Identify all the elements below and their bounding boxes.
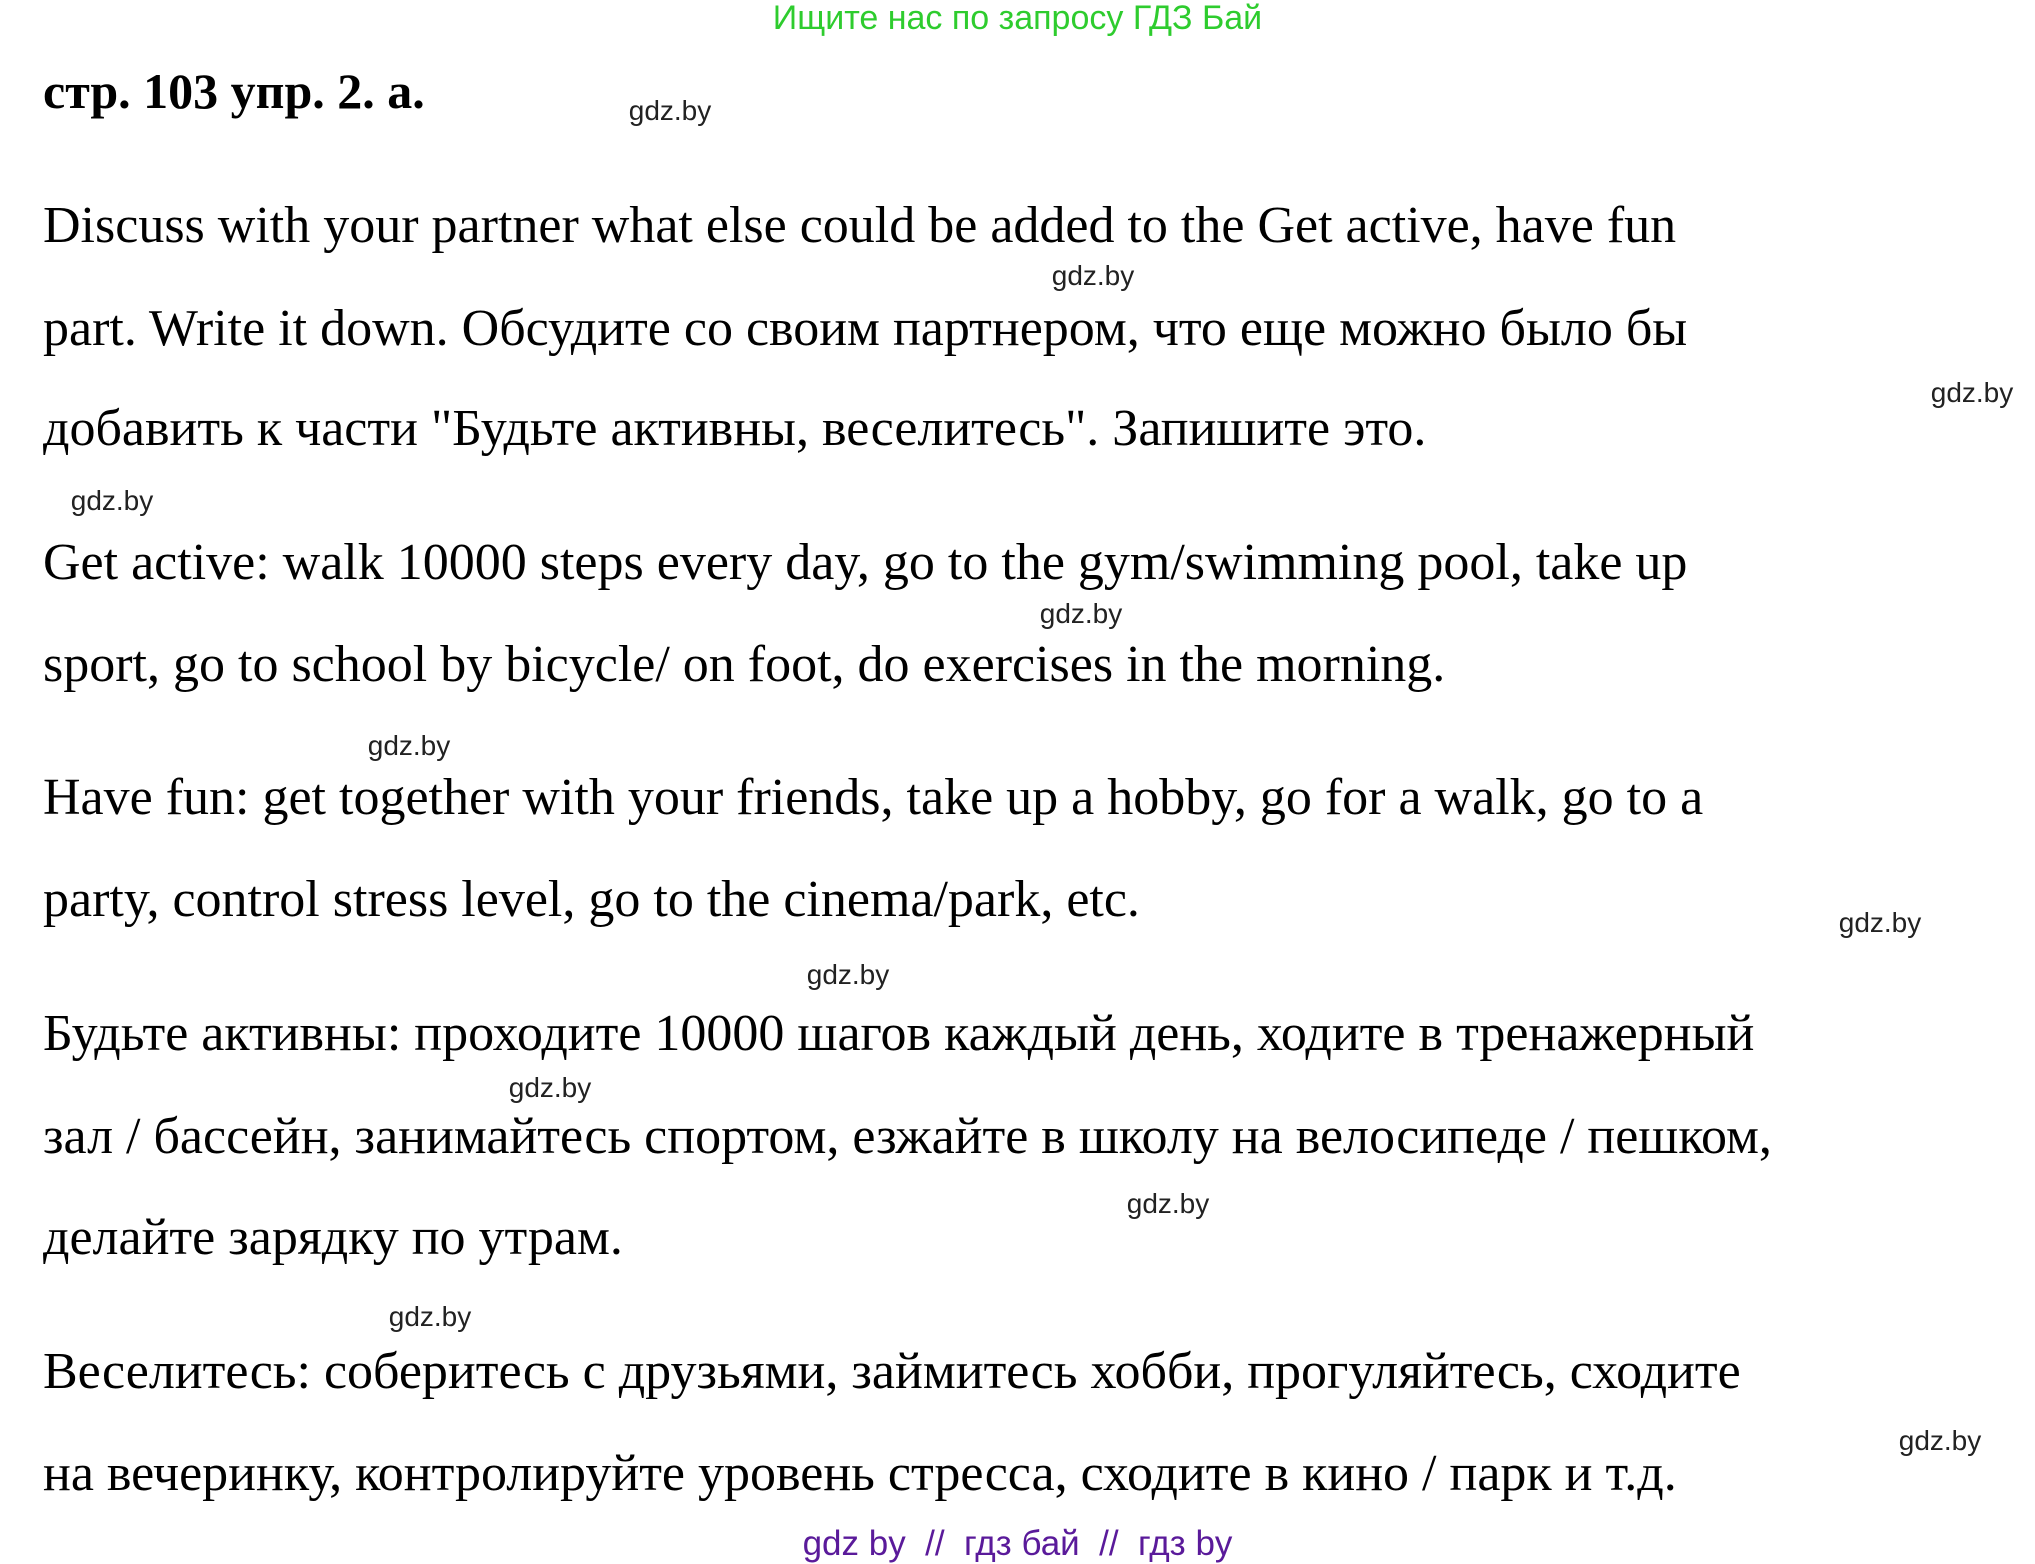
text-line: sport, go to school by bicycle/ on foot, do exercises in the morning. bbox=[43, 636, 1446, 693]
text-line: Discuss with your partner what else could be added to the Get active, have fun bbox=[43, 197, 1677, 254]
text-line: зал / бассейн, занимайтесь спортом, езжайте в школу на велосипеде / пешком, bbox=[43, 1108, 1772, 1165]
watermark: gdz.by bbox=[1930, 377, 2014, 408]
footer-links: gdz by // гдз бай // гдз by bbox=[802, 1524, 1233, 1563]
text-line: добавить к части "Будьте активны, веселитесь". Запишите это. bbox=[43, 400, 1427, 457]
watermark: gdz.by bbox=[367, 730, 451, 761]
search-banner: Ищите нас по запросу ГДЗ Бай bbox=[772, 0, 1263, 37]
watermark: gdz.by bbox=[806, 959, 890, 990]
watermark: gdz.by bbox=[1126, 1188, 1210, 1219]
watermark: gdz.by bbox=[1838, 907, 1922, 938]
text-line: part. Write it down. Обсудите со своим партнером, что еще можно было бы bbox=[43, 300, 1688, 357]
watermark: gdz.by bbox=[388, 1301, 472, 1332]
text-line: Have fun: get together with your friends, take up a hobby, go for a walk, go to a bbox=[43, 769, 1704, 826]
text-line: делайте зарядку по утрам. bbox=[43, 1209, 623, 1266]
watermark: gdz.by bbox=[628, 95, 712, 126]
text-line: на вечеринку, контролируйте уровень стресса, сходите в кино / парк и т.д. bbox=[43, 1445, 1677, 1502]
page-title: стр. 103 упр. 2. а. bbox=[43, 63, 425, 119]
watermark: gdz.by bbox=[508, 1072, 592, 1103]
watermark: gdz.by bbox=[70, 485, 154, 516]
watermark: gdz.by bbox=[1898, 1425, 1982, 1456]
text-line: Будьте активны: проходите 10000 шагов каждый день, ходите в тренажерный bbox=[43, 1005, 1755, 1062]
text-line: Get active: walk 10000 steps every day, go to the gym/swimming pool, take up bbox=[43, 534, 1688, 591]
text-line: party, control stress level, go to the cinema/park, etc. bbox=[43, 871, 1140, 928]
watermark: gdz.by bbox=[1051, 260, 1135, 291]
text-line: Веселитесь: соберитесь с друзьями, займитесь хобби, прогуляйтесь, сходите bbox=[43, 1343, 1741, 1400]
watermark: gdz.by bbox=[1039, 598, 1123, 629]
